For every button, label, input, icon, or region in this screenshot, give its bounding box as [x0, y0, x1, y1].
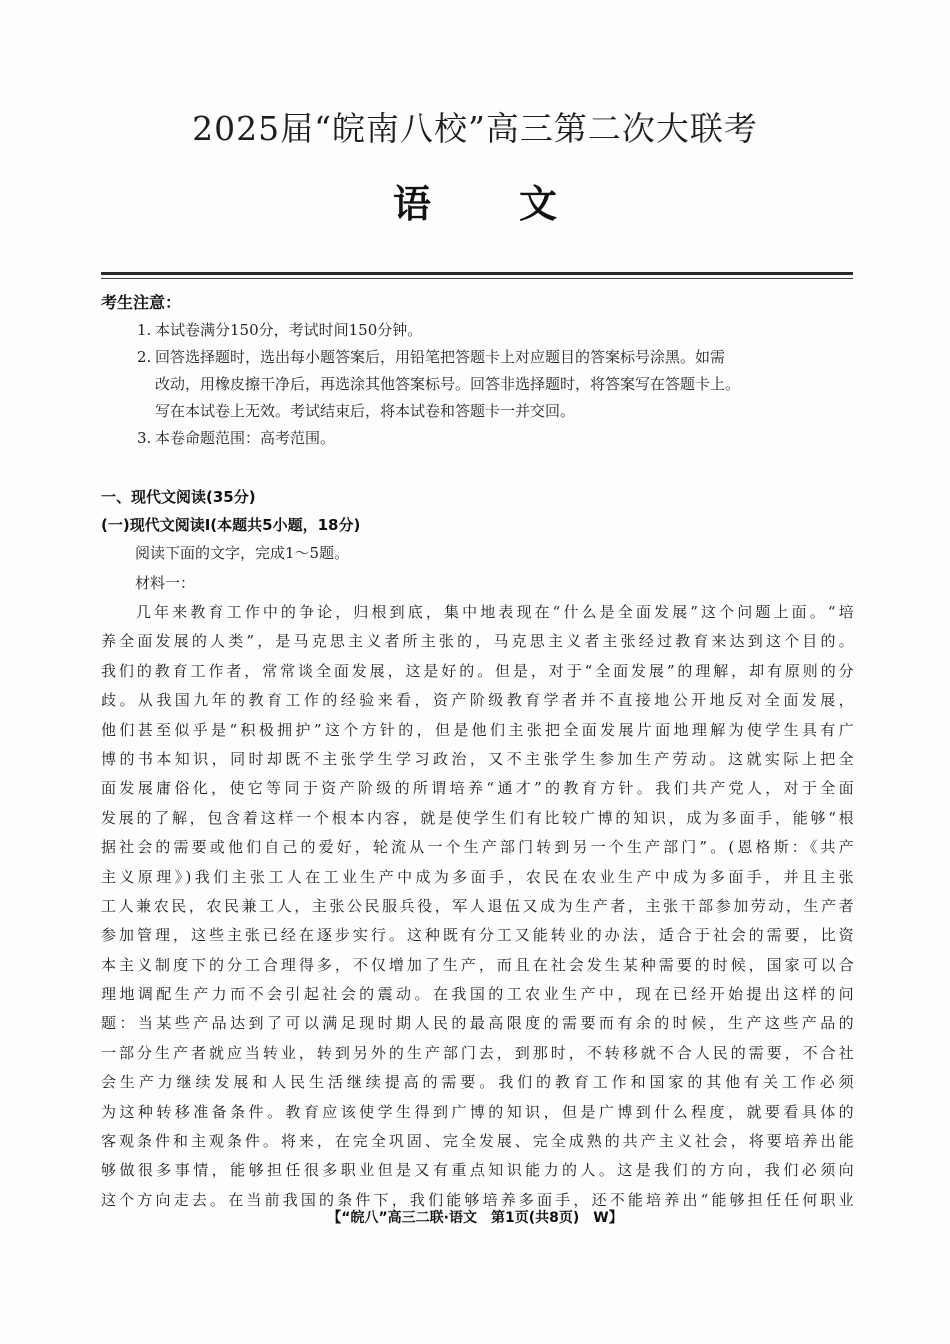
notice-item-3	[137, 425, 857, 452]
header-divider-thick	[101, 272, 853, 275]
header-divider-thin	[101, 278, 853, 279]
notice-title: 考生注意：	[101, 293, 182, 312]
notice-item-number: 1.	[137, 321, 152, 339]
page-footer: 【“皖八”高三二联·语文 第1页(共8页) W】	[327, 1210, 623, 1226]
passage-line: 面发展庸俗化，使它等同于资产阶级的所谓培养“通才”的教育方针。我们共产党人，对于全面	[101, 779, 854, 798]
material-label: 材料一：	[135, 574, 196, 592]
notice-item-text: 回答选择题时，选出每小题答案后，用铅笔把答题卡上对应题目的答案标号涂黑。如需	[155, 348, 726, 366]
notice-item-text: 本卷命题范围：高考范围。	[155, 429, 336, 447]
passage-line: 博的书本知识，同时却既不主张学生学习政治，又不主张学生参加生产劳动。这就实际上把全	[101, 749, 854, 768]
passage-line: 会生产力继续发展和人民生活继续提高的需要。我们的教育工作和国家的其他有关工作必须	[101, 1073, 854, 1092]
notice-list	[137, 317, 857, 452]
passage-line: 养全面发展的人类”，是马克思主义者所主张的，马克思主义者主张经过教育来达到这个目的。	[101, 632, 854, 651]
notice-item-2	[137, 344, 857, 371]
passage-line: 我们的教育工作者，常常谈全面发展，这是好的。但是，对于“全面发展”的理解，却有原则的分	[101, 661, 854, 680]
exam-title: 2025届“皖南八校”高三第二次大联考	[192, 109, 758, 148]
passage-line: 题：当某些产品达到了可以满足现时期人民的最高限度的需要而有余的时候，生产这些产品的	[101, 1014, 854, 1033]
passage-line: 主义原理》)我们主张工人在工业生产中成为多面手，农民在农业生产中成为多面手，并且主张	[101, 867, 854, 886]
notice-item-1	[137, 317, 857, 344]
notice-item-number: 2.	[137, 348, 152, 366]
passage-line: 够做很多事情，能够担任很多职业但是又有重点知识能力的人。这是我们的方向，我们必须向	[101, 1161, 854, 1180]
passage-line: 一部分生产者就应当转业，转到另外的生产部门去，到那时，不转移就不合人民的需要，不合社	[101, 1043, 854, 1062]
passage-line: 这个方向走去。在当前我国的条件下，我们能够培养多面手，还不能培养出“能够担任任何职业	[101, 1190, 854, 1209]
passage-line: 本主义制度下的分工合理得多，不仅增加了生产，而且在社会发生某种需要的时候，国家可以合	[101, 955, 854, 974]
notice-item-2-continued: 改动，用橡皮擦干净后，再选涂其他答案标号。回答非选择题时，将答案写在答题卡上。	[155, 375, 741, 393]
passage-line: 几年来教育工作中的争论，归根到底，集中地表现在“什么是全面发展”这个问题上面。“培	[136, 603, 854, 621]
section-title: 一、现代文阅读(35分)	[101, 488, 256, 506]
passage-line: 参加管理，这些主张已经在逐步实行。这种既有分工又能转业的办法，适合于社会的需要，比资	[101, 926, 854, 945]
passage-line: 歧。从我国九年的教育工作的经验来看，资产阶级教育学者并不直接地公开地反对全面发展，	[101, 691, 854, 710]
notice-item-2-continued: 写在本试卷上无效。考试结束后，将本试卷和答题卡一并交回。	[155, 402, 576, 420]
passage-line: 理地调配生产力而不会引起社会的震动。在我国的工农业生产中，现在已经开始提出这样的问	[101, 985, 854, 1004]
subject-title: 语文	[392, 182, 645, 226]
notice-item-text: 本试卷满分150分，考试时间150分钟。	[155, 321, 423, 339]
passage-line: 他们甚至似乎是“积极拥护”这个方针的，但是他们主张把全面发展片面地理解为使学生具有广	[101, 720, 854, 739]
subsection-title: (一)现代文阅读Ⅰ(本题共5小题，18分)	[101, 516, 361, 534]
reading-instruction: 阅读下面的文字，完成1～5题。	[135, 544, 350, 562]
passage-line: 工人兼农民，农民兼工人，主张公民服兵役，军人退伍又成为生产者，主张干部参加劳动，生产者	[101, 896, 854, 915]
passage-line: 发展的了解，包含着这样一个根本内容，就是使学生们有比较广博的知识，成为多面手，能够“根	[101, 808, 854, 827]
passage-line: 据社会的需要或他们自己的爱好，轮流从一个生产部门转到另一个生产部门”。(恩格斯：《共产	[101, 838, 854, 857]
reading-passage	[101, 598, 854, 1215]
passage-line: 客观条件和主观条件。将来，在完全巩固、完全发展、完全成熟的共产主义社会，将要培养出能	[101, 1132, 854, 1151]
passage-line: 为这种转移准备条件。教育应该使学生得到广博的知识，但是广博到什么程度，就要看具体的	[101, 1102, 854, 1121]
notice-item-number: 3.	[137, 429, 152, 447]
